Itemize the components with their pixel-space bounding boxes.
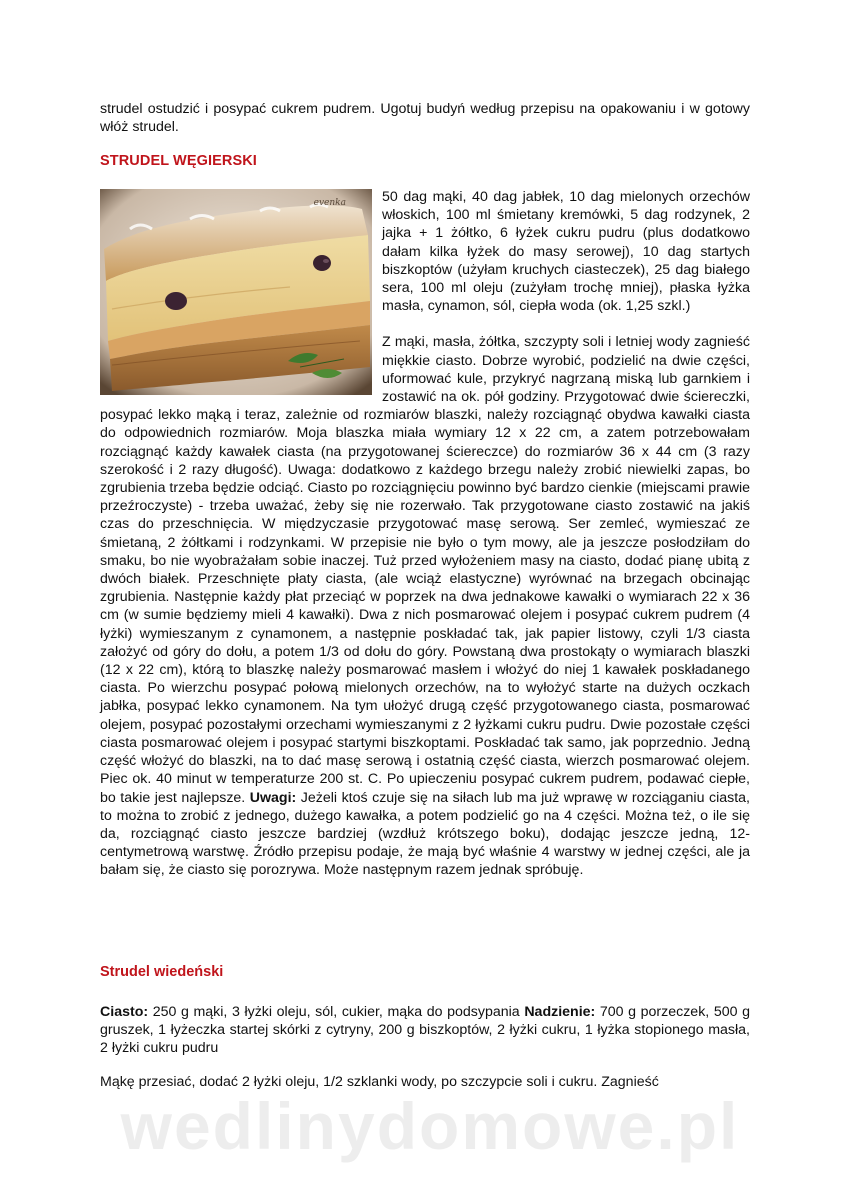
- method-text: Z mąki, masła, żółtka, szczypty soli i letniej wody zagnieść miękkie ciasto. Dobrze wyrobić, podzielić na dwie części, uformować kule, przykryć nagrzaną miską lub garnkiem i zostawić na ok. pół godziny. Przygotować dwie ściereczki, posypać lekko mąką i teraz, zależnie od rozmiarów blaszki, należy rozciągnąć obydwa kawałki ciasta do odpowiednich rozmiarów. Moja blaszka miała wymiary 12 x 22 cm, a zatem potrzebowałam rozciągnąć każdy kawałek ciasta (na przygotowanej ściereczce) do rozmiarów 36 x 44 cm (3 razy szerokość i 2 razy długość). Uwaga: dodatkowo z każdego brzegu należy zrobić niewielki zapas, bo zgrubienia trzeba będzie odciąć. Ciasto po rozciągnięciu powinno być bardzo cienkie (miejscami prawie przeźroczyste) - trzeba uważać, żeby się nie rozerwało. Tak przygotowane ciasto zostawić na jakiś czas do przeschnięcia. W międzyczasie przygotować masę serową. Ser zemleć, wymieszać ze śmietaną, 2 żółtkami i rodzynkami. W przepisie nie było o tym mowy, ale ja jeszcze posłodziłam do smaku, bo nie wyobrażałam sobie inaczej. Tuż przed wyłożeniem masy na ciasto, dodać pianę ubitą z dwóch białek. Przeschnięte płaty ciasta, (ale wciąż elastyczne) wyrównać na brzegach obcinając zgrubienia. Następnie każdy płat przeciąć w poprzek na dwa jednakowe kawałki o wymiarach 22 x 36 cm (w sumie będziemy mieli 4 kawałki). Dwa z nich posmarować olejem i posypać cukrem pudrem (4 łyżki) wymieszanym z cynamonem, a następnie poskładać tak, jak papier listowy, czyli 1/3 ciasta założyć od góry do dołu, a potem 1/3 od dołu do góry. Powstaną dwa prostokąty o wymiarach blaszki (12 x 22 cm), którą to blaszkę należy posmarować masłem i włożyć do niej 1 kawałek poskładanego ciasta. Po wierzchu posypać połową mielonych orzechów, na to wyłożyć starte na dużych oczkach jabłka, posypać lekko cynamonem. Na tym ułożyć drugą część przygotowanego ciasta, posmarować olejem, posypać pozostałymi orzechami wymieszanymi z 2 łyżkami cukru pudru. Dwie pozostałe części ciasta posmarować olejem i posypać startymi biszkoptami. Poskładać tak samo, jak poprzednio. Jedną część włożyć do blaszki, na to dać masę serową i ostatnią część ciasta, wierzch posmarować olejem. Piec ok. 40 minut w temperaturze 200 st. C. Po upieczeniu posypać cukrem pudrem, podawać ciepłe, bo takie jest najlepsze.: [100, 334, 750, 806]
- recipe-strudel-wegierski: [100, 188, 750, 880]
- recipe2-method: Mąkę przesiać, dodać 2 łyżki oleju, 1/2 szklanki wody, po szczypcie soli i cukru. Zagnieść: [100, 1074, 659, 1090]
- intro-paragraph: strudel ostudzić i posypać cukrem pudrem. Ugotuj budyń według przepisu na opakowaniu i w gotowy włóż strudel.: [100, 101, 750, 136]
- watermark: wedlinydomowe.pl: [120, 1089, 740, 1163]
- recipe-ingredients: 50 dag mąki, 40 dag jabłek, 10 dag mielonych orzechów włoskich, 100 ml śmietany kremówki, 5 dag rodzynek, 2 jajka + 1 żółtko, 6 łyżek cukru pudru (plus dodatkowo dałam kilka łyżek do masy serowej), 10 dag startych biszkoptów (użyłam kruchych ciasteczek), 25 dag białego sera, 100 ml oleju (zużyłam trochę mniej), płaska łyżka masła, cynamon, sól, ciepła woda (ok. 1,25 szkl.): [382, 189, 750, 315]
- filling-label: Nadzienie:: [524, 1004, 596, 1020]
- dough-text: 250 g mąki, 3 łyżki oleju, sól, cukier, mąka do podsypania: [148, 1004, 525, 1020]
- recipe2-ingredients: [100, 1003, 750, 1058]
- strudel-illustration: [100, 189, 372, 395]
- photo-signature: evenka: [313, 198, 346, 208]
- recipe-title-strudel-wiedenski: Strudel wiedeński: [100, 964, 224, 980]
- recipe-title-strudel-wegierski: STRUDEL WĘGIERSKI: [100, 153, 257, 169]
- recipe-method: [100, 333, 750, 879]
- notes-label: Uwagi:: [249, 789, 297, 806]
- strudel-photo: [100, 189, 372, 395]
- notes-text: Jeżeli ktoś czuje się na siłach lub ma już wprawę w rozciąganiu ciasta, to można to zrobić z jednego, dużego kawałka, a potem podzielić go na 4 części. Można też, o ile się da, rozciągnąć ciasto jeszcze bardziej (wzdłuż krótszego boku), dodając jeszcze jedną, 12-centymetrową warstwę. Źródło przepisu podaje, że mają być właśnie 4 warstwy w jednej części, ale ja bałam się, że ciasto się porozrywa. Może następnym razem jednak spróbuję.: [100, 789, 750, 879]
- dough-label: Ciasto:: [100, 1004, 149, 1020]
- filling-text: 700 g porzeczek, 500 g gruszek, 1 łyżeczka startej skórki z cytryny, 200 g biszkoptów, 2 łyżki cukru, 1 łyżka stopionego masła, 2 łyżki cukru pudru: [100, 1004, 751, 1057]
